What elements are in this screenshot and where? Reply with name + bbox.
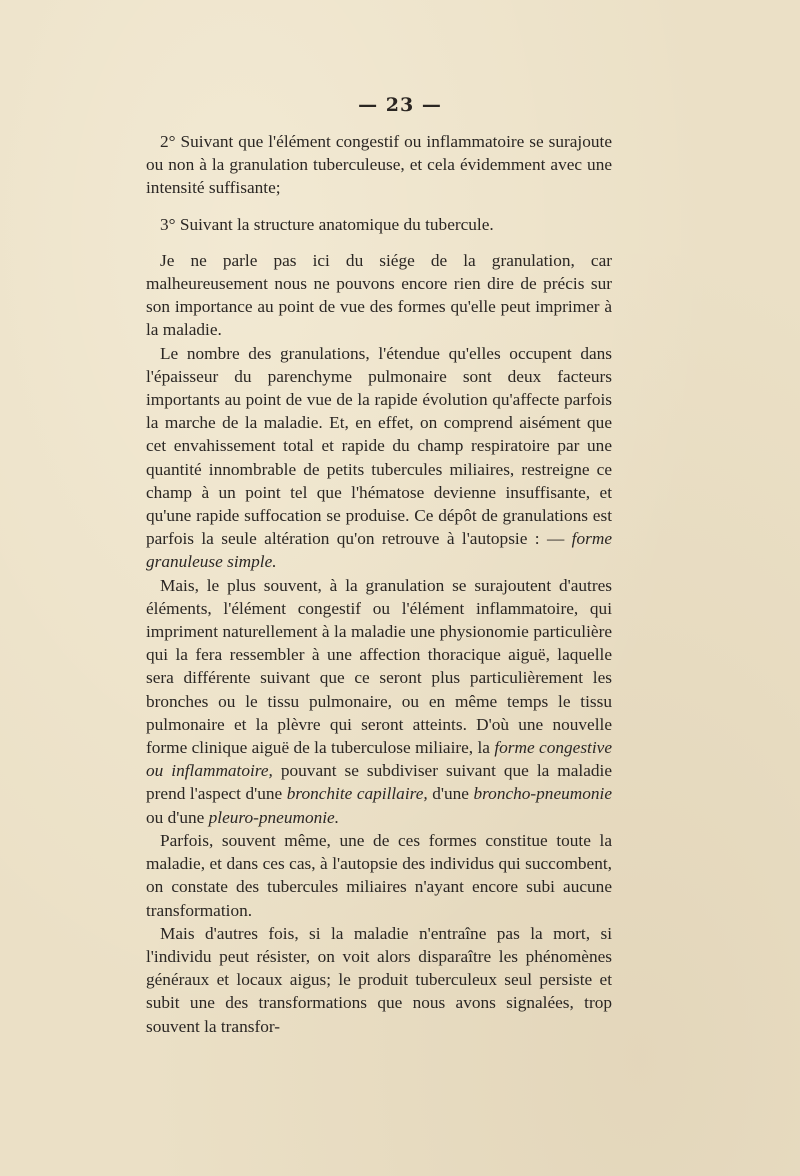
paragraph-5-text-2: pouvant se subdiviser suivant que la maladie prend l'aspect d'une [146,761,612,804]
paragraph-4-italic: forme granuleuse simple. [146,529,612,572]
paragraph-7: Mais d'autres fois, si la maladie n'entraîne pas la mort, si l'individu peut résister, on voit alors disparaître les phénomènes généraux et locaux aigus; le produit tuberculeux seul persiste et subit une des transformations que nous avons signalées, trop souvent la transfor- [146,923,612,1036]
paragraph-5-text-3: d'une [427,784,474,804]
paragraph-6: Parfois, souvent même, une de ces formes constitue toute la maladie, et dans ces cas, à l'autopsie des individus qui succombent, on constate des tubercules miliaires n'ayant encore subi aucune transformation. [146,830,612,920]
paragraph-2: 3° Suivant la structure anatomique du tubercule. [160,214,494,234]
paragraph-5-text: Mais, le plus souvent, à la granulation se surajoutent d'autres éléments, l'élément congestif ou l'élément inflammatoire, qui impriment naturellement à la maladie une physionomie particulière qui la fera ressembler à une affection thoracique aiguë, laquelle sera différente suivant que ce seront plus particulièrement les bronches ou le tissu pulmonaire, ou en même temps le tissu pulmonaire et la plèvre qui seront atteints. D'où une nouvelle forme clinique aiguë de la tuberculose miliaire, la [146,575,612,758]
paragraph-5 [146,574,612,829]
paragraph-1: 2° Suivant que l'élément congestif ou inflammatoire se surajoute ou non à la granulation tuberculeuse, et cela évidemment avec une intensité suffisante; [146,132,612,198]
paragraph-5-italic-3: broncho-pneumonie [473,784,612,804]
page-number: — 23 — [358,94,442,116]
body-text [146,130,612,1038]
paragraph-5-italic-4: pleuro-pneumonie. [208,807,340,827]
paragraph-4-text: Le nombre des granulations, l'étendue qu'elles occupent dans l'épaisseur du parenchyme pulmonaire sont deux facteurs importants au point de vue de la rapide évolution qu'affecte parfois la marche de la maladie. Et, en effet, on comprend aisément que cet envahissement total et rapide du champ respiratoire par une quantité innombrable de petits tubercules miliaires, restreigne ce champ à un point tel que l'hématose devienne insuffisante, et qu'une rapide suffocation se produise. Ce dépôt de granulations est parfois la seule altération qu'on retrouve à l'autopsie : — [146,343,612,549]
paragraph-3: Je ne parle pas ici du siége de la granulation, car malheureusement nous ne pouvons encore rien dire de précis sur son importance au point de vue des formes qu'elle peut imprimer à la maladie. [146,250,612,340]
paragraph-5-italic-1: forme congestive ou inflammatoire, [146,738,612,781]
paragraph-5-italic-2: bronchite capillaire, [286,784,428,804]
paragraph-5-text-4: ou d'une [146,807,209,827]
paragraph-4 [146,342,612,574]
